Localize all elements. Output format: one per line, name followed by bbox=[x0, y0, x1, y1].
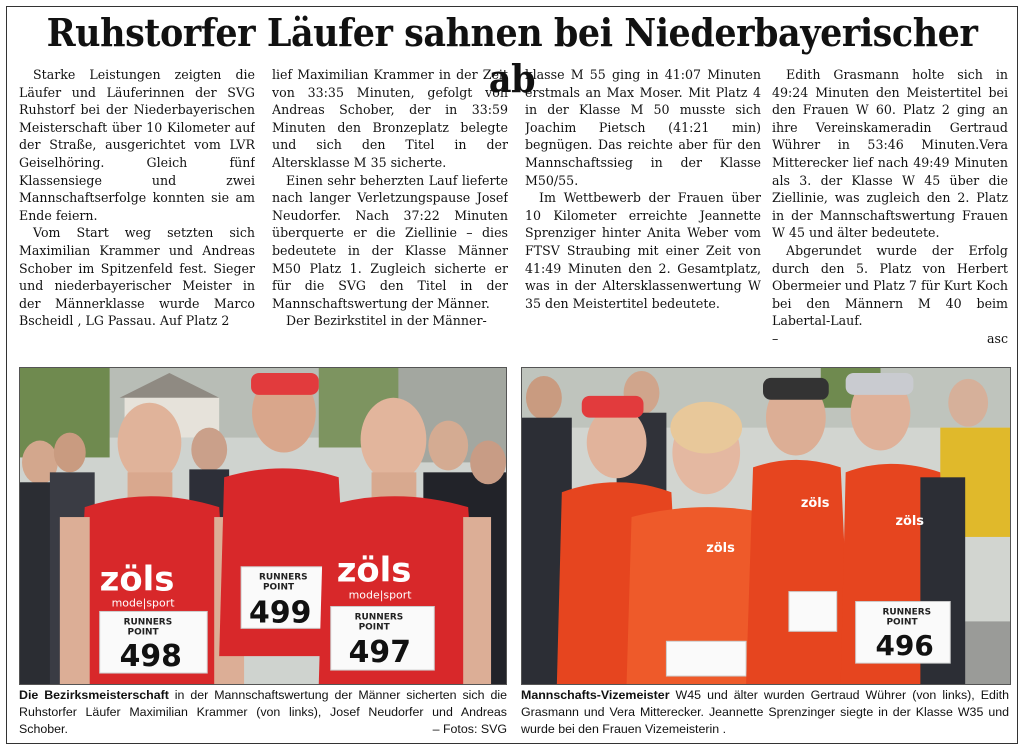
singlet-logo: zöls bbox=[336, 550, 412, 590]
singlet-logo: zöls bbox=[895, 514, 925, 530]
paragraph: Abgerundet wurde der Erfolg durch den 5. Platz von Herbert Obermeier und Platz 7 für Kurt Koch bei den Männern M 40 beim Labertal-Lauf. bbox=[772, 242, 1008, 329]
author-signature: – asc bbox=[772, 330, 1008, 346]
caption-text: W45 und älter wurden Gertraud Wührer (von links), Edith Grasmann und Vera Mitterecker. Jeannette Sprenzinger siegte in der Klasse W35 und wurde bei den Frauen Vizemeisterin . bbox=[521, 688, 1009, 736]
bib-number: 496 bbox=[875, 629, 934, 663]
paragraph: Einen sehr beherzten Lauf lieferte nach langer Verletzungspause Josef Neudorfer. Nach 37:22 Minuten überquerte er die Ziellinie – dies bedeutete in der Klasse Männer M50 Platz 1. Zugleich sicherte er für die SVG den Titel in der Mannschaftswertung der Männer. bbox=[272, 172, 508, 311]
singlet-logo-sub: mode|sport bbox=[111, 596, 175, 610]
bib-number: 497 bbox=[348, 635, 411, 671]
paragraph: Starke Leistungen zeigten die Läufer und Läuferinnen der SVG Ruhstorf bei der Niederbayerischen Meisterschaft über 10 Kilometer auf der Straße, ausgerichtet vom LVR Geiselhöring. Gleich fünf Klassensiege und zwei Mannschaftserfolge konnten sie am Ende feiern. bbox=[19, 67, 255, 223]
article-column-2 bbox=[272, 66, 508, 358]
bib-sponsor: RUNNERS bbox=[882, 607, 932, 618]
paragraph: Edith Grasmann holte sich in 49:24 Minuten den Meistertitel bei den Frauen W 60. Platz 2 ging an ihre Vereinskameradin Gertraud Wührer in 53:46 Minuten.Vera Mitterecker lief nach 49:49 Minuten als 3. der Klasse W 45 über die Ziellinie, was zugleich den 2. Platz in der Mannschaftswertung Frauen W 45 und älter bedeutete. bbox=[772, 67, 1008, 241]
bib-sponsor: POINT bbox=[886, 617, 918, 628]
singlet-logo-sub: mode|sport bbox=[348, 588, 412, 602]
photo-men-team bbox=[19, 367, 507, 685]
singlet-logo: zöls bbox=[706, 540, 735, 556]
bib-sponsor: RUNNERS bbox=[259, 572, 308, 583]
singlet-logo: zöls bbox=[99, 559, 175, 599]
article-column-1 bbox=[19, 66, 255, 358]
paragraph: Der Bezirkstitel in der Männer- bbox=[286, 313, 487, 329]
paragraph: Im Wettbewerb der Frauen über 10 Kilometer erreichte Jeannette Sprenziger hinter Anita Weber vom FTSV Straubing mit einer Zeit von 41:49 Minuten den 2. Gesamtplatz, was in der Altersklassenwertung W 35 den Meistertitel bedeutete. bbox=[525, 190, 761, 311]
caption-text: in der Mannschaftswertung der Männer sicherten sich die Ruhstorfer Läufer Maximilian Krammer (von links), Josef Neudorfer und Andreas Schober. bbox=[19, 688, 507, 736]
photo-men-illustration bbox=[20, 368, 506, 684]
photo-caption-right bbox=[521, 687, 1009, 741]
article-column-4 bbox=[772, 66, 1008, 358]
photo-women-team bbox=[521, 367, 1011, 685]
photo-caption-left bbox=[19, 687, 507, 741]
bib-number: 498 bbox=[119, 639, 182, 675]
paragraph: lief Maximilian Krammer in der Zeit von 33:35 Minuten, gefolgt von Andreas Schober, der in 33:59 Minuten den Bronzeplatz belegte und sich den Titel in der Altersklasse M 35 sicherte. bbox=[272, 67, 508, 170]
bib-sponsor: POINT bbox=[127, 627, 159, 638]
caption-lead: Mannschafts-Vizemeister bbox=[521, 688, 670, 702]
bib-sponsor: RUNNERS bbox=[123, 617, 173, 628]
article-column-3 bbox=[525, 66, 761, 358]
bib-number: 499 bbox=[249, 595, 312, 631]
article-body bbox=[19, 66, 1009, 358]
paragraph: klasse M 55 ging in 41:07 Minuten erstmals an Max Moser. Mit Platz 4 in der Klasse M 50 musste sich Joachim Pietsch (41:21 min) begnügen. Das reichte aber für den Mannschaftssieg in der Klasse M50/55. bbox=[525, 67, 761, 188]
bib-sponsor: POINT bbox=[358, 622, 390, 633]
paragraph: Vom Start weg setzten sich Maximilian Krammer und Andreas Schober im Spitzenfeld fest. Sieger und niederbayerischer Meister in der Männerklasse wurde Marco Bscheidl , LG Passau. Auf Platz 2 bbox=[19, 225, 255, 329]
bib-sponsor: RUNNERS bbox=[354, 612, 404, 623]
caption-lead: Die Bezirksmeisterschaft bbox=[19, 688, 169, 702]
bib-sponsor: POINT bbox=[263, 582, 295, 593]
singlet-logo: zöls bbox=[800, 496, 830, 512]
photo-women-illustration bbox=[522, 368, 1010, 684]
photo-credit: – Fotos: SVG bbox=[432, 722, 507, 736]
headline: Ruhstorfer Läufer sahnen bei Niederbayerischer ab bbox=[46, 10, 978, 101]
